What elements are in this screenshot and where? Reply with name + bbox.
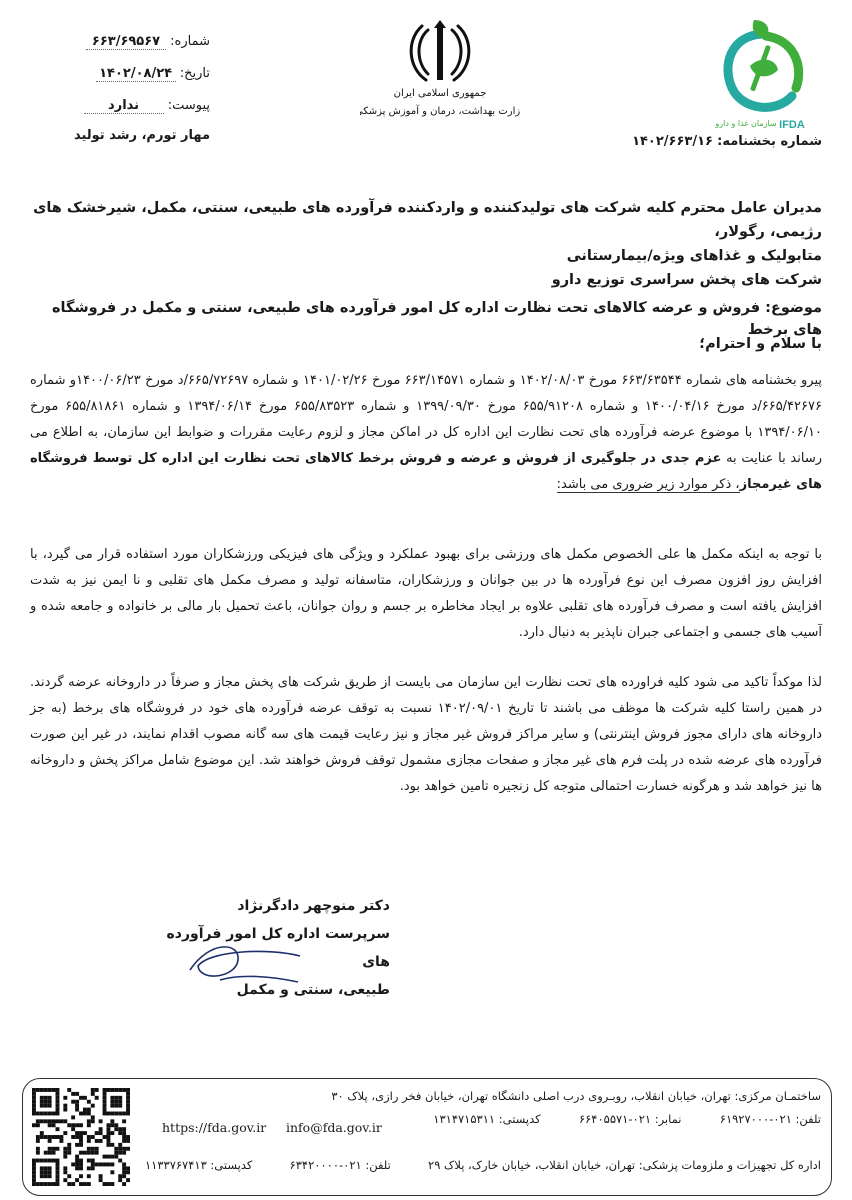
- body-paragraph-1: [30, 368, 822, 498]
- qr-code[interactable]: [32, 1088, 130, 1186]
- letter-attachment-label: پیوست:: [167, 98, 210, 113]
- paragraph-emphasis: عزم جدی در جلوگیری از فروش و عرضه و فروش برخط کالاهای تحت نظارت این اداره کل توسط فروشگاه های غیرمجاز: [30, 451, 822, 492]
- emblem-line2: وزارت بهداشت، درمان و آموزش پزشکی: [360, 106, 520, 117]
- footer-fax: نمابر: ۰۲۱-۶۶۴۰۵۵۷۱: [578, 1112, 682, 1126]
- paragraph-text: پیرو بخشنامه های شماره ۶۶۳/۶۳۵۴۴ مورخ ۱۴۰۲/۰۸/۰۳ و شماره ۶۶۳/۱۴۵۷۱ مورخ ۱۴۰۱/۰۲/۲۶ و شماره ۶۶۵/۷۲۶۹۷/د مورخ ۱۴۰۰/۰۶/۲۳و شماره ۶۶۵/۴۲۶۷۶/د مورخ ۱۴۰۰/۰۴/۱۶ و شماره ۶۵۵/۹۱۲۰۸ مورخ ۱۳۹۹/۰۹/۳۰ و شماره ۶۵۵/۸۳۵۲۳ مورخ ۱۳۹۴/۰۶/۱۴ و شماره ۶۵۵/۸۱۸۶۱ مورخ ۱۳۹۴/۰۶/۱۰ با موضوع عرضه فرآورده های تحت نظارت این اداره کل در اماکن مجاز و لزوم رعایت مقررات و ضوابط این سازمان، به اطلاع می رساند با عنایت به: [30, 373, 822, 466]
- body-paragraph-3: لذا موکداً تاکید می شود کلیه فراورده های تحت نظارت این سازمان می بایست از طریق شرکت های پخش مجاز و صرفاً در داروخانه عرضه گردند. در همین راستا کلیه شرکت ها موظف می باشند تا تاریخ ۱۴۰۲/۰۹/۰۱ نسبت به توقف عرضه فرآورده های خود در فروشگاه های برخط (به جز داروخانه های دارای مجوز فروش اینترنتی) و سایر مراکز فروش غیر مجاز و نیز رعایت قیمت های سه گانه مصوب اقدام نمایند، در غیر این صورت فرآورده های عرضه شده در پلت فرم های غیر مجاز و صفحات مجازی مشمول توقف فروش خواهند شد. این موضوع شامل مراکز پخش و داروخانه ها نیز خواهد شد و هرگونه خسارت احتمالی متوجه کل زنجیره تامین خواهد بود.: [30, 675, 822, 794]
- letter-date-value: ۱۴۰۲/۰۸/۲۴: [96, 66, 176, 82]
- recipients-line: مدیران عامل محترم کلیه شرکت های تولیدکننده و واردکننده فرآورده های طبیعی، سنتی، مکمل، شیرخشک های رژیمی، رگولار،: [33, 200, 822, 240]
- iran-emblem: [360, 18, 520, 128]
- signatory-title: سرپرست اداره کل امور فرآورده های: [166, 926, 390, 970]
- letter-number-value: ۶۶۳/۶۹۵۶۷: [86, 34, 166, 50]
- circular-number: [560, 134, 822, 149]
- subject-line: موضوع: فروش و عرضه کالاهای تحت نظارت اداره کل امور فرآورده های طبیعی، سنتی و مکمل در فروشگاه های برخط: [51, 300, 822, 338]
- logo-abbr: IFDA: [779, 119, 805, 131]
- letter-number-label: شماره:: [170, 34, 210, 49]
- footer-phone: تلفن: ۰۲۱-۶۱۹۲۷۰۰۰: [719, 1112, 821, 1126]
- footer-address: ساختمـان مرکزی: تهران، خیابان انقلاب، روبـروی درب اصلی دانشگاه تهران، خیابان فخر رازی، پلاک ۳۰: [331, 1089, 821, 1103]
- footer-postal: کدپستی: ۱۳۱۴۷۱۵۳۱۱: [433, 1112, 541, 1126]
- signature-icon: [180, 930, 310, 990]
- letter-date-label: تاریخ:: [179, 66, 210, 81]
- body-paragraph-2: با توجه به اینکه مکمل ها علی الخصوص مکمل های ورزشی برای بهبود عملکرد و ویژگی های فیزیکی ورزشکاران مورد استفاده قرار می گیرد، با افزایش روز افزون مصرف این نوع فرآورده ها در بین جوانان و ورزشکاران، متاسفانه تولید و مصرف مکمل های تقلبی و نا ایمن نیز به شدت افزایش یافته است و مصرف فرآورده های تقلبی علاوه بر ایجاد مخاطره بر جسم و روان جوانان، باعث تحمیل بار مالی بر خانواده و جامعه شده و آسیب های جسمی و اجتماعی جبران ناپذیر به دنبال دارد.: [30, 547, 822, 640]
- signatory-title: طبیعی، سنتی و مکمل: [236, 982, 390, 998]
- emblem-line1: جمهوری اسلامی ایران: [393, 88, 487, 99]
- footer-website-link[interactable]: https://fda.gov.ir: [162, 1120, 267, 1135]
- ifda-logo-icon: [706, 14, 818, 136]
- circular-number-value: ۱۴۰۲/۶۶۳/۱۶: [632, 134, 713, 149]
- letter-attachment-value: ندارد: [84, 98, 164, 114]
- recipients-block: [30, 196, 822, 292]
- letter-number: [30, 34, 210, 50]
- ifda-logo: [706, 14, 818, 136]
- logo-caption: سازمان غذا و دارو: [715, 119, 777, 128]
- footer-branch-row: [145, 1154, 821, 1177]
- footer-branch-address: اداره کل تجهیزات و ملزومات پزشکی: تهران، خیابان انقلاب، خیابان خارک، پلاک ۲۹: [428, 1158, 821, 1172]
- circular-number-label: شماره بخشنامه:: [717, 134, 822, 149]
- qr-code-icon: [32, 1088, 130, 1186]
- footer-branch-phone: تلفن: ۰۲۱-۶۳۴۲۰۰۰۰: [289, 1158, 391, 1172]
- footer-branch-postal: کدپستی: ۱۱۳۳۷۶۷۴۱۳: [145, 1158, 253, 1172]
- footer-email-link[interactable]: info@fda.gov.ir: [286, 1120, 382, 1135]
- greeting: با سلام و احترام؛: [699, 336, 822, 352]
- letter-date: [30, 66, 210, 82]
- handwritten-signature: [180, 930, 310, 990]
- iran-emblem-icon: [360, 18, 520, 128]
- signatory-name: دکتر منوچهر دادگرنژاد: [237, 898, 390, 914]
- letter-attachment: [30, 98, 210, 114]
- paragraph-tail: ، ذکر موارد زیر ضروری می باشد:: [556, 477, 740, 492]
- recipients-line: متابولیک و غذاهای ویژه/بیمارستانی: [566, 248, 822, 264]
- recipients-line: شرکت های پخش سراسری توزیع دارو: [551, 272, 822, 288]
- slogan-text: مهار تورم، رشد تولید: [73, 128, 210, 143]
